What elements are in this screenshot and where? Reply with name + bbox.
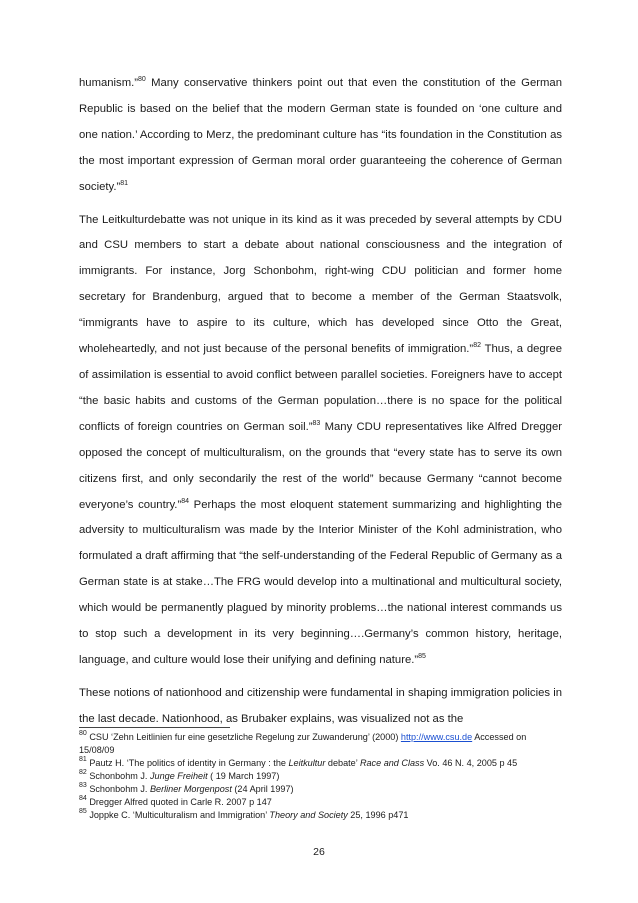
footnote-text: Pautz H. ‘The politics of identity in Germany : the	[86, 758, 289, 768]
footnote-italic: Leitkultur	[288, 758, 326, 768]
text-run: Many conservative thinkers point out that even the constitution of the German Republic is based on the belief that the modern German state is founded on ‘one culture and one nation.’ According to Merz, the predominant culture has “its foundation in the Constitution as the most important expression of German moral order guaranteeing the coherence of German society.”	[79, 77, 562, 193]
text-run: These notions of nationhood and citizenship were fundamental in shaping immigration policies in the last decade. Nationhood, as Brubaker explains, was visualized not as the	[79, 686, 562, 725]
footnote-number: 83	[79, 782, 87, 789]
footnote-text: Accessed on 15/08/09	[79, 732, 527, 755]
footnote-italic: Theory and Society	[269, 810, 348, 820]
body-text	[79, 71, 562, 733]
footnote-ref-84[interactable]: 84	[181, 497, 190, 505]
text-run: Many CDU representatives like Alfred Dregger opposed the concept of multiculturalism, on the grounds that “every state has to serve its own citizens first, and only secondarily the rest of the world” because Germany “cannot become everyone’s country.”	[79, 420, 562, 511]
footnote-ref-82[interactable]: 82	[473, 342, 481, 350]
footnotes	[79, 731, 562, 822]
footnote-text: (24 April 1997)	[231, 784, 294, 794]
footnote-ref-85[interactable]: 85	[418, 652, 426, 660]
footnote-text: debate’	[325, 758, 360, 768]
paragraph-1	[79, 71, 562, 201]
paragraph-2	[79, 208, 562, 674]
footnote-italic: Race and Class	[359, 758, 425, 768]
footnote-80	[79, 731, 562, 757]
footnote-number: 85	[79, 808, 87, 815]
footnote-link[interactable]: http://www.csu.de	[400, 732, 473, 742]
text-run: humanism.”	[79, 77, 139, 89]
footnote-ref-83[interactable]: 83	[312, 419, 321, 427]
footnote-85	[79, 809, 562, 822]
footnote-text: ( 19 March 1997)	[207, 771, 280, 781]
footnote-number: 82	[79, 769, 87, 776]
footnote-text: 25, 1996 p471	[347, 810, 409, 820]
footnote-number: 84	[79, 795, 87, 802]
footnote-82	[79, 770, 562, 783]
footnote-number: 81	[79, 756, 87, 763]
paragraph-3	[79, 681, 562, 733]
footnote-81	[79, 757, 562, 770]
footnote-italic: Junge Freiheit	[149, 771, 208, 781]
text-run: Thus, a degree of assimilation is essential to avoid conflict between parallel societies. Foreigners have to accept “the basic habits and customs of the German population…there is no space for the political conflicts of foreign countries on German soil.”	[79, 343, 562, 433]
text-run: The Leitkulturdebatte was not unique in its kind as it was preceded by several attempts by CDU and CSU members to start a debate about national consciousness and the integration of immigrants. For instance, Jorg Schonbohm, right-wing CDU politician and former home secretary for Brandenburg, argued that to become a member of the German Staatsvolk, “immigrants have to aspire to its culture, which has developed since Otto the Great, wholeheartedly, and not just because of the personal benefits of immigration.”	[79, 213, 562, 356]
footnote-text: Joppke C. ‘Multiculturalism and Immigration’	[86, 810, 270, 820]
footnote-ref-81[interactable]: 81	[120, 179, 129, 187]
footnote-84	[79, 796, 562, 809]
footnote-separator	[79, 727, 230, 728]
footnote-text: Dregger Alfred quoted in Carle R. 2007 p 147	[86, 797, 272, 807]
footnote-ref-80[interactable]: 80	[138, 76, 146, 83]
text-run: Perhaps the most eloquent statement summarizing and highlighting the adversity to multiculturalism was made by the Interior Minister of the Kohl administration, who formulated a draft affirming that “the self-understanding of the Federal Republic of Germany as a German state is at stake…The FRG would develop into a multinational and multicultural society, which would be permanently plagued by minority problems…the national interest commands us to stop such a development in its very beginning….Germany’s common history, heritage, language, and culture would lose their unifying and defining nature.”	[79, 498, 562, 666]
footnote-text: Schonbohm J.	[86, 784, 150, 794]
footnote-italic: Berliner Morgenpost	[149, 784, 232, 794]
footnote-number: 80	[79, 730, 87, 737]
footnote-83	[79, 783, 562, 796]
footnote-text: CSU ‘Zehn Leitlinien fur eine gesetzliche Regelung zur Zuwanderung’ (2000)	[86, 732, 401, 742]
page-number: 26	[313, 846, 325, 858]
footnote-text: Vo. 46 N. 4, 2005 p 45	[424, 758, 518, 768]
footnote-text: Schonbohm J.	[86, 771, 150, 781]
